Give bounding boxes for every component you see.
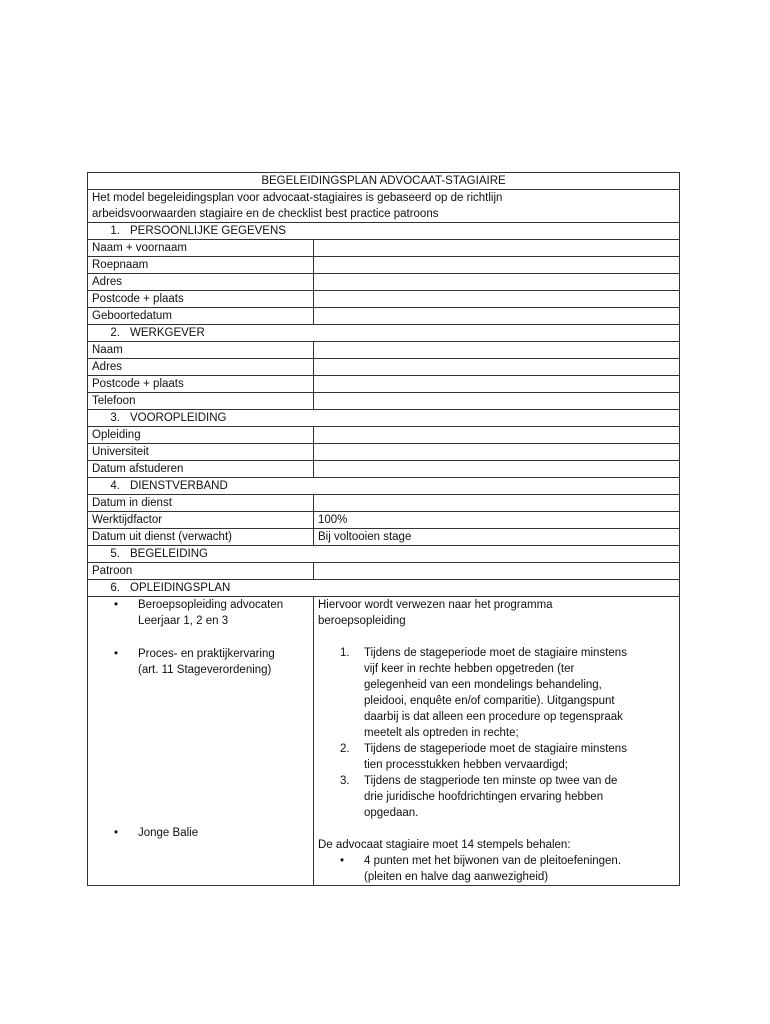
item-line: meetelt als optreden in rechte;: [364, 727, 519, 739]
field-value: [314, 427, 680, 444]
section-header-row: [88, 580, 680, 597]
section-title: OPLEIDINGSPLAN: [130, 582, 231, 594]
bullet-line: Beroepsopleiding advocaten: [138, 599, 284, 611]
field-label: Postcode + plaats: [88, 376, 314, 393]
field-value: 100%: [314, 512, 680, 529]
bullet-text: [138, 597, 283, 629]
item-line: daarbij is dat alleen een procedure op tegenspraak: [364, 711, 623, 723]
field-value: [314, 444, 680, 461]
section-number: 5.: [110, 548, 120, 560]
numbered-item: [318, 773, 675, 821]
field-row: [88, 461, 680, 478]
item-line: opgedaan.: [364, 807, 419, 819]
section-title: PERSOONLIJKE GEGEVENS: [130, 225, 286, 237]
field-row: [88, 529, 680, 546]
bullet-text: [138, 646, 275, 678]
field-label: Universiteit: [88, 444, 314, 461]
plan-intro-line: Hiervoor wordt verwezen naar het programma: [318, 599, 553, 611]
balie-text: [364, 853, 621, 885]
field-value: [314, 359, 680, 376]
field-label: Geboortedatum: [88, 308, 314, 325]
field-label: Werktijdfactor: [88, 512, 314, 529]
title-row: [88, 173, 680, 190]
field-value: [314, 393, 680, 410]
section-header: [88, 223, 680, 240]
field-label: Opleiding: [88, 427, 314, 444]
field-row: [88, 291, 680, 308]
field-row: [88, 308, 680, 325]
field-label: Datum in dienst: [88, 495, 314, 512]
field-label: Naam: [88, 342, 314, 359]
section-header-row: [88, 325, 680, 342]
item-line: Tijdens de stageperiode moet de stagiaire minstens: [364, 743, 627, 755]
item-line: vijf keer in rechte hebben opgetreden (ter: [364, 663, 575, 675]
field-label: Datum uit dienst (verwacht): [88, 529, 314, 546]
field-label: Patroon: [88, 563, 314, 580]
section-number: 1.: [110, 225, 120, 237]
section-number: 6.: [110, 582, 120, 594]
section-header-row: [88, 223, 680, 240]
item-number: 3.: [340, 775, 350, 787]
intro-text: [88, 190, 680, 223]
field-label: Adres: [88, 359, 314, 376]
field-row: [88, 274, 680, 291]
plan-right-cell: [314, 597, 680, 886]
bullet-item: [92, 646, 309, 678]
item-line: drie juridische hoofdrichtingen ervaring hebben: [364, 791, 604, 803]
field-value: [314, 291, 680, 308]
bullet-line: Proces- en praktijkervaring: [138, 648, 275, 660]
numbered-item: [318, 645, 675, 741]
field-value: [314, 495, 680, 512]
section-title: VOOROPLEIDING: [130, 412, 227, 424]
balie-line: 4 punten met het bijwonen van de pleitoefeningen.: [364, 855, 622, 867]
table-body: [88, 173, 680, 886]
document-table: [87, 172, 680, 886]
bullet-line: (art. 11 Stageverordening): [138, 664, 272, 676]
section-header: [88, 478, 680, 495]
field-value: Bij voltooien stage: [314, 529, 680, 546]
field-value: [314, 342, 680, 359]
item-number: 1.: [340, 647, 350, 659]
item-number: 2.: [340, 743, 350, 755]
field-value: [314, 376, 680, 393]
plan-intro-line: beroepsopleiding: [318, 615, 406, 627]
item-text: [364, 741, 627, 773]
plan-row: [88, 597, 680, 886]
item-line: Tijdens de stagperiode ten minste op twee van de: [364, 775, 618, 787]
field-label: Postcode + plaats: [88, 291, 314, 308]
field-row: [88, 359, 680, 376]
field-row: [88, 563, 680, 580]
bullet-item: [92, 597, 309, 629]
field-row: [88, 376, 680, 393]
balie-bullet-item: [318, 853, 675, 885]
balie-line: (pleiten en halve dag aanwezigheid): [364, 871, 549, 883]
item-line: tien processtukken hebben vervaardigd;: [364, 759, 568, 771]
item-line: pleidooi, enquête en/of comparitie). Uitgangspunt: [364, 695, 615, 707]
bullet-icon: •: [340, 855, 345, 867]
field-label: Telefoon: [88, 393, 314, 410]
field-value: [314, 240, 680, 257]
bullet-line: Jonge Balie: [138, 827, 199, 839]
field-label: Naam + voornaam: [88, 240, 314, 257]
numbered-item: [318, 741, 675, 773]
item-line: gelegenheid van een mondelings behandeling,: [364, 679, 602, 691]
section-title: DIENSTVERBAND: [130, 480, 228, 492]
section-header: [88, 546, 680, 563]
field-row: [88, 427, 680, 444]
section-header: [88, 580, 680, 597]
field-row: [88, 240, 680, 257]
intro-row: [88, 190, 680, 223]
field-value: [314, 563, 680, 580]
item-text: [364, 773, 617, 821]
bullet-line: Leerjaar 1, 2 en 3: [138, 615, 229, 627]
bullet-icon: •: [114, 648, 119, 660]
field-value: [314, 461, 680, 478]
bullet-icon: •: [114, 599, 119, 611]
field-row: [88, 257, 680, 274]
field-row: [88, 512, 680, 529]
field-row: [88, 495, 680, 512]
field-value: [314, 257, 680, 274]
section-title: BEGELEIDING: [130, 548, 208, 560]
field-row: [88, 342, 680, 359]
section-header-row: [88, 410, 680, 427]
section-number: 2.: [110, 327, 120, 339]
field-label: Adres: [88, 274, 314, 291]
item-text: [364, 645, 627, 741]
section-header-row: [88, 546, 680, 563]
item-line: Tijdens de stageperiode moet de stagiaire minstens: [364, 647, 627, 659]
field-label: Datum afstuderen: [88, 461, 314, 478]
section-title: WERKGEVER: [130, 327, 205, 339]
plan-left-cell: [88, 597, 314, 886]
field-value: [314, 308, 680, 325]
section-number: 3.: [110, 412, 120, 424]
field-row: [88, 393, 680, 410]
bullet-icon: •: [114, 827, 119, 839]
field-row: [88, 444, 680, 461]
bullet-text: [138, 825, 198, 841]
balie-intro: De advocaat stagiaire moet 14 stempels behalen:: [318, 839, 571, 851]
intro-line: Het model begeleidingsplan voor advocaat-stagiaires is gebaseerd op de richtlijn: [92, 192, 503, 204]
document-title: BEGELEIDINGSPLAN ADVOCAAT-STAGIAIRE: [88, 173, 680, 190]
section-header: [88, 410, 680, 427]
section-header: [88, 325, 680, 342]
intro-line: arbeidsvoorwaarden stagiaire en de checklist best practice patroons: [92, 208, 439, 220]
bullet-item: [92, 825, 309, 841]
section-number: 4.: [110, 480, 120, 492]
field-label: Roepnaam: [88, 257, 314, 274]
section-header-row: [88, 478, 680, 495]
field-value: [314, 274, 680, 291]
